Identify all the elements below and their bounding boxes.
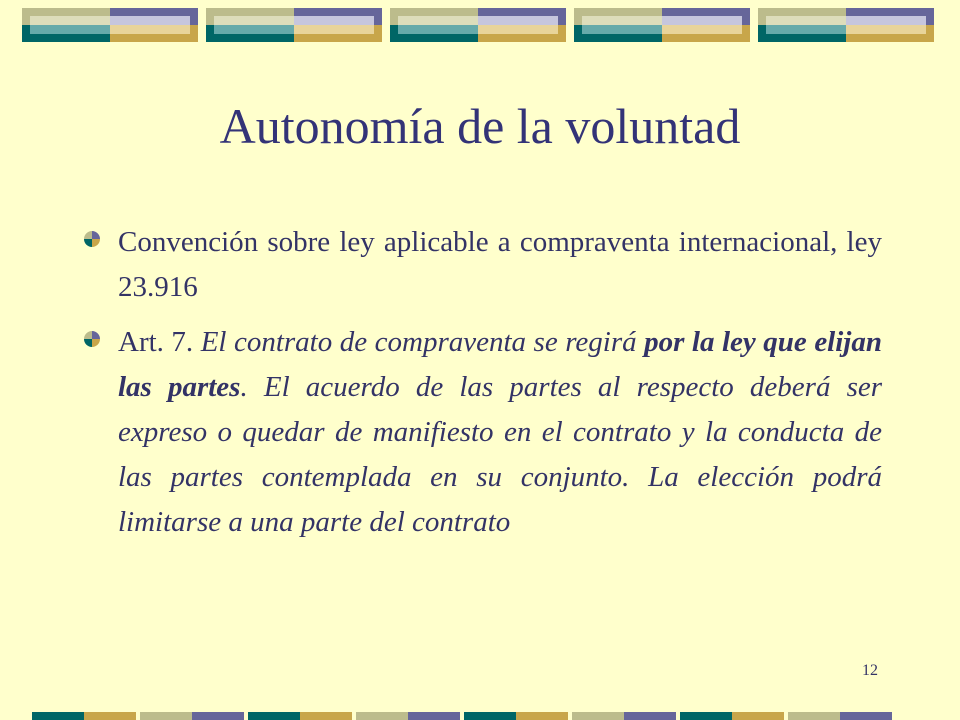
article-prefix: Art. 7.	[118, 326, 201, 358]
article-text-italic: El contrato de compraventa se regirá	[200, 326, 645, 358]
page-number: 12	[862, 662, 878, 679]
bottom-decoration-strip	[32, 712, 932, 720]
top-decoration-strip	[22, 8, 942, 42]
decoration-segment	[356, 712, 408, 720]
decoration-segment	[408, 712, 460, 720]
decoration-segment	[300, 712, 352, 720]
decoration-block	[206, 8, 382, 42]
decoration-segment	[732, 712, 784, 720]
decoration-segment	[624, 712, 676, 720]
slide-title: Autonomía de la voluntad	[219, 98, 741, 154]
decoration-segment	[788, 712, 840, 720]
decoration-segment	[572, 712, 624, 720]
decoration-segment	[680, 712, 732, 720]
slide-content	[78, 220, 882, 545]
decoration-segment	[192, 712, 244, 720]
bullet-item	[78, 220, 882, 310]
article-text-italic-continued: . El acuerdo de las partes al respecto deberá ser expreso o quedar de manifiesto en el contrato y la conducta de las partes contemplada en su conjunto. La elección podrá limitarse a una parte del contrato	[118, 371, 883, 538]
decoration-segment	[840, 712, 892, 720]
decoration-block	[574, 8, 750, 42]
decoration-segment	[464, 712, 516, 720]
decoration-segment	[140, 712, 192, 720]
decoration-segment	[84, 712, 136, 720]
decoration-segment	[516, 712, 568, 720]
bullet-text: Convención sobre ley aplicable a compraventa internacional, ley 23.916	[118, 226, 882, 303]
bullet-text	[118, 320, 882, 545]
article-text-bold: por la ley que elijan las partes	[118, 326, 882, 403]
decoration-block	[390, 8, 566, 42]
decoration-block	[758, 8, 934, 42]
decoration-segment	[248, 712, 300, 720]
decoration-segment	[32, 712, 84, 720]
bullet-item	[78, 320, 882, 545]
bullet-icon	[84, 331, 100, 347]
decoration-block	[22, 8, 198, 42]
bullet-icon	[84, 231, 100, 247]
